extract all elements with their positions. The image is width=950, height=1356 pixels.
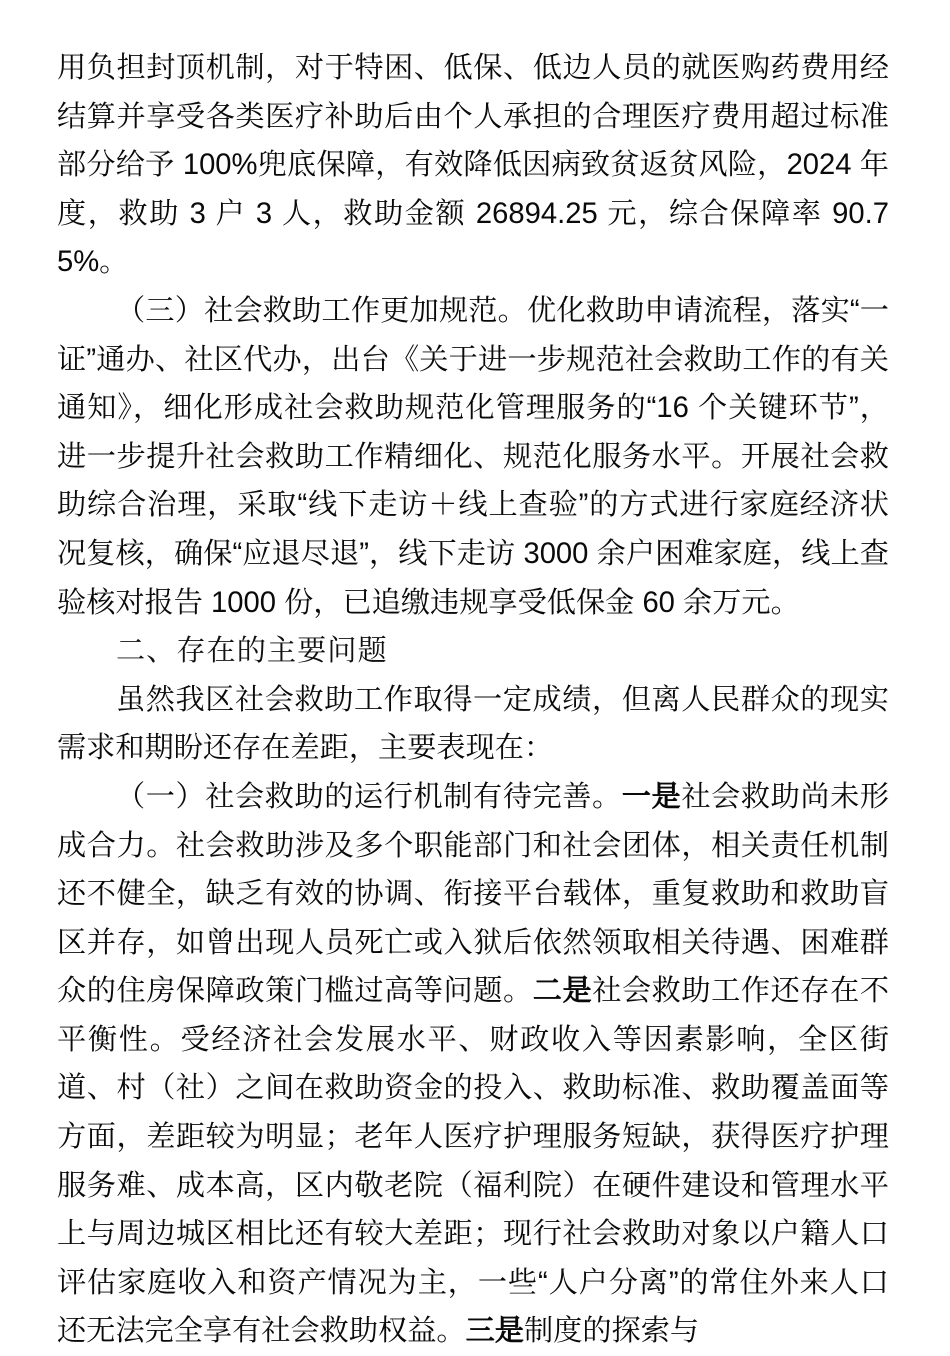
emphasis-run: 一是	[621, 780, 682, 813]
body-paragraph	[57, 287, 889, 627]
text-run: 用负担封顶机制，对于特困、低保、低边人员的就医购药费用经结算并享受各类医疗补助后由个人承担的合理医疗费用超过标准部分给予 100%兜底保障，有效降低因病致贫返贫风险，2024 年度，救助 3 户 3 人，救助金额 26894.25 元，综合保障率 90.75%。	[57, 52, 889, 279]
body-paragraph	[57, 676, 889, 773]
body-paragraph	[57, 44, 889, 287]
text-run: 制度的探索与	[524, 1315, 700, 1348]
section-heading	[57, 627, 889, 676]
document-body	[57, 44, 889, 1356]
text-run: （一）社会救助的运行机制有待完善。	[116, 780, 622, 813]
text-run: 社会救助尚未形成合力。社会救助涉及多个职能部门和社会团体，相关责任机制还不健全，缺乏有效的协调、衔接平台载体，重复救助和救助盲区并存，如曾出现人员死亡或入狱后依然领取相关待遇、困难群众的住房保障政策门槛过高等问题。	[57, 780, 890, 1008]
text-run: 社会救助工作还存在不平衡性。受经济社会发展水平、财政收入等因素影响，全区街道、村（社）之间在救助资金的投入、救助标准、救助覆盖面等方面，差距较为明显；老年人医疗护理服务短缺，获得医疗护理服务难、成本高，区内敬老院（福利院）在硬件建设和管理水平上与周边城区相比还有较大差距；现行社会救助对象以户籍人口评估家庭收入和资产情况为主，一些“人户分离”的常住外来人口还无法完全享有社会救助权益。	[57, 975, 890, 1348]
body-paragraph	[57, 773, 889, 1356]
emphasis-run: 三是	[465, 1315, 524, 1348]
text-run: （三）社会救助工作更加规范。优化救助申请流程，落实“一证”通办、社区代办，出台《关于进一步规范社会救助工作的有关通知》，细化形成社会救助规范化管理服务的“16 个关键环节”，进一步提升社会救助工作精细化、规范化服务水平。开展社会救助综合治理，采取“线下走访＋线上查验”的方式进行家庭经济状况复核，确保“应退尽退”，线下走访 3000 余户困难家庭，线上查验核对报告 1000 份，已追缴违规享受低保金 60 余万元。	[57, 294, 889, 619]
text-run: 虽然我区社会救助工作取得一定成绩，但离人民群众的现实需求和期盼还存在差距，主要表现在：	[57, 683, 889, 765]
heading-text: 二、存在的主要问题	[116, 635, 388, 668]
emphasis-run: 二是	[532, 975, 593, 1008]
